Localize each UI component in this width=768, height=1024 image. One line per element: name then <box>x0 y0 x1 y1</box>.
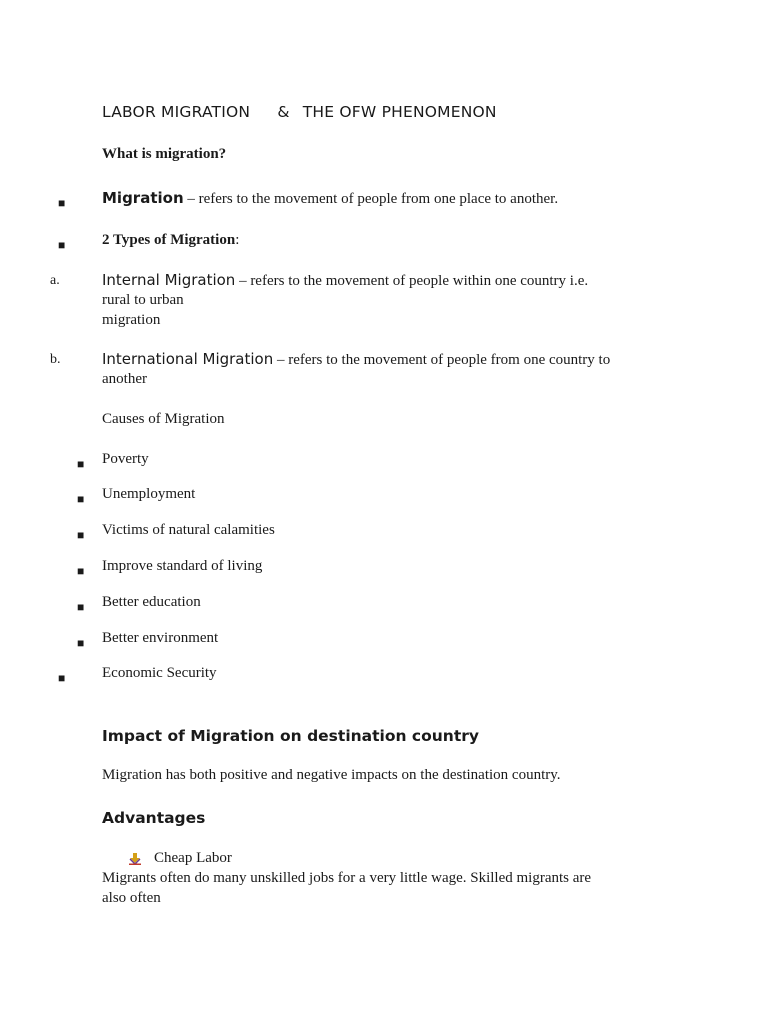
title-right: THE OFW PHENOMENON <box>302 103 497 121</box>
type-internal-line3: migration <box>102 312 161 328</box>
document-title <box>102 103 497 121</box>
type-international-term: International Migration <box>102 350 274 368</box>
list-marker-a: a. <box>50 273 60 288</box>
type-international-line2: another <box>102 371 147 387</box>
bullet-marker: ■ <box>77 457 85 471</box>
impact-text: Migration has both positive and negative impacts on the destination country. <box>102 767 561 783</box>
bullet-marker: ■ <box>77 600 85 614</box>
type-internal-term: Internal Migration <box>102 271 236 289</box>
type-international-line1 <box>102 350 610 369</box>
type-international-text: – refers to the movement of people from one country to <box>273 352 611 368</box>
definition-line <box>102 189 558 208</box>
type-internal-line1 <box>102 271 588 290</box>
list-marker-b: b. <box>50 352 61 367</box>
advantage-text-line2: also often <box>102 890 161 906</box>
cause-item: Improve standard of living <box>102 558 263 574</box>
types-heading <box>102 232 239 249</box>
type-internal-text: – refers to the movement of people within one country i.e. <box>235 273 589 289</box>
definition-text: – refers to the movement of people from one place to another. <box>183 191 559 207</box>
types-colon: : <box>235 232 240 248</box>
advantages-heading: Advantages <box>102 809 206 827</box>
type-internal-line2: rural to urban <box>102 292 184 308</box>
bullet-marker: ■ <box>58 671 66 685</box>
question-heading: What is migration? <box>102 146 227 162</box>
bullet-marker: ■ <box>77 492 85 506</box>
cause-item: Victims of natural calamities <box>102 522 275 538</box>
bullet-marker: ■ <box>58 196 66 210</box>
impact-heading: Impact of Migration on destination country <box>102 727 479 745</box>
causes-heading: Causes of Migration <box>102 411 225 427</box>
title-ampersand: & <box>277 103 290 121</box>
cause-item: Better environment <box>102 630 219 646</box>
cause-item: Poverty <box>102 451 149 467</box>
bullet-marker: ■ <box>58 238 66 252</box>
types-label: 2 Types of Migration <box>102 232 236 248</box>
cause-item: Economic Security <box>102 665 217 681</box>
bullet-marker: ■ <box>77 636 85 650</box>
title-left: LABOR MIGRATION <box>102 103 251 121</box>
cause-item: Unemployment <box>102 486 196 502</box>
advantage-item-label: Cheap Labor <box>154 850 232 866</box>
definition-term: Migration <box>102 189 184 207</box>
arrow-bullet-icon <box>128 853 142 865</box>
cause-item: Better education <box>102 594 201 610</box>
advantage-text-line1: Migrants often do many unskilled jobs for a very little wage. Skilled migrants are <box>102 870 592 886</box>
bullet-marker: ■ <box>77 564 85 578</box>
bullet-marker: ■ <box>77 528 85 542</box>
